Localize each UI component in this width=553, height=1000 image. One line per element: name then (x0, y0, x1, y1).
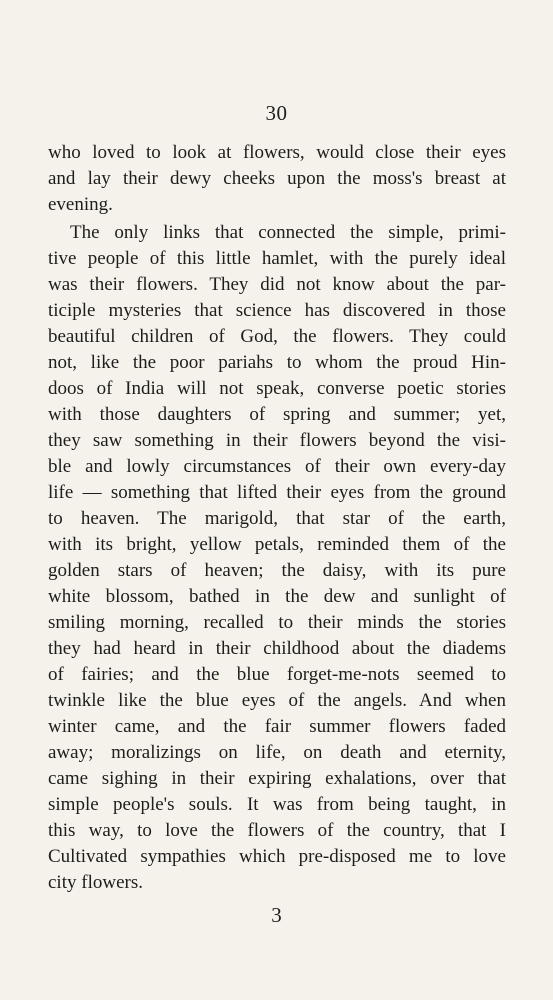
text-line: ticiple mysteries that science has discovered in those (48, 300, 506, 321)
text-line: smiling morning, recalled to their minds the stories (48, 612, 506, 633)
text-line: winter came, and the fair summer flowers faded (48, 716, 506, 737)
text-line: Cultivated sympathies which pre-disposed me to love (48, 846, 506, 867)
page-number: 30 (265, 101, 288, 125)
text-line: with its bright, yellow petals, reminded them of the (48, 534, 506, 555)
text-line: this way, to love the flowers of the country, that I (48, 820, 506, 841)
text-line: doos of India will not speak, converse poetic stories (48, 378, 506, 399)
signature-mark: 3 (271, 903, 282, 927)
text-line: beautiful children of God, the flowers. They could (48, 326, 506, 347)
text-line: they saw something in their flowers beyond the visi- (48, 430, 506, 451)
text-line: and lay their dewy cheeks upon the moss's breast at (48, 168, 506, 189)
text-line: who loved to look at flowers, would close their eyes (48, 142, 506, 163)
text-line: white blossom, bathed in the dew and sunlight of (48, 586, 506, 607)
text-line: evening. (48, 194, 113, 215)
text-line: golden stars of heaven; the daisy, with its pure (48, 560, 506, 581)
text-line: ble and lowly circumstances of their own every-day (48, 456, 506, 477)
text-line: tive people of this little hamlet, with the purely ideal (48, 248, 506, 269)
text-line: life — something that lifted their eyes from the ground (48, 482, 506, 503)
text-line: was their flowers. They did not know about the par- (48, 274, 506, 295)
text-line: came sighing in their expiring exhalations, over that (48, 768, 506, 789)
text-line: city flowers. (48, 872, 143, 893)
text-line: twinkle like the blue eyes of the angels. And when (48, 690, 506, 711)
text-line: away; moralizings on life, on death and eternity, (48, 742, 506, 763)
text-line: of fairies; and the blue forget-me-nots seemed to (48, 664, 506, 685)
text-line: simple people's souls. It was from being taught, in (48, 794, 506, 815)
text-line: The only links that connected the simple, primi- (70, 222, 506, 243)
text-line: to heaven. The marigold, that star of the earth, (48, 508, 506, 529)
text-line: not, like the poor pariahs to whom the proud Hin- (48, 352, 506, 373)
text-line: they had heard in their childhood about the diadems (48, 638, 506, 659)
text-line: with those daughters of spring and summer; yet, (48, 404, 506, 425)
